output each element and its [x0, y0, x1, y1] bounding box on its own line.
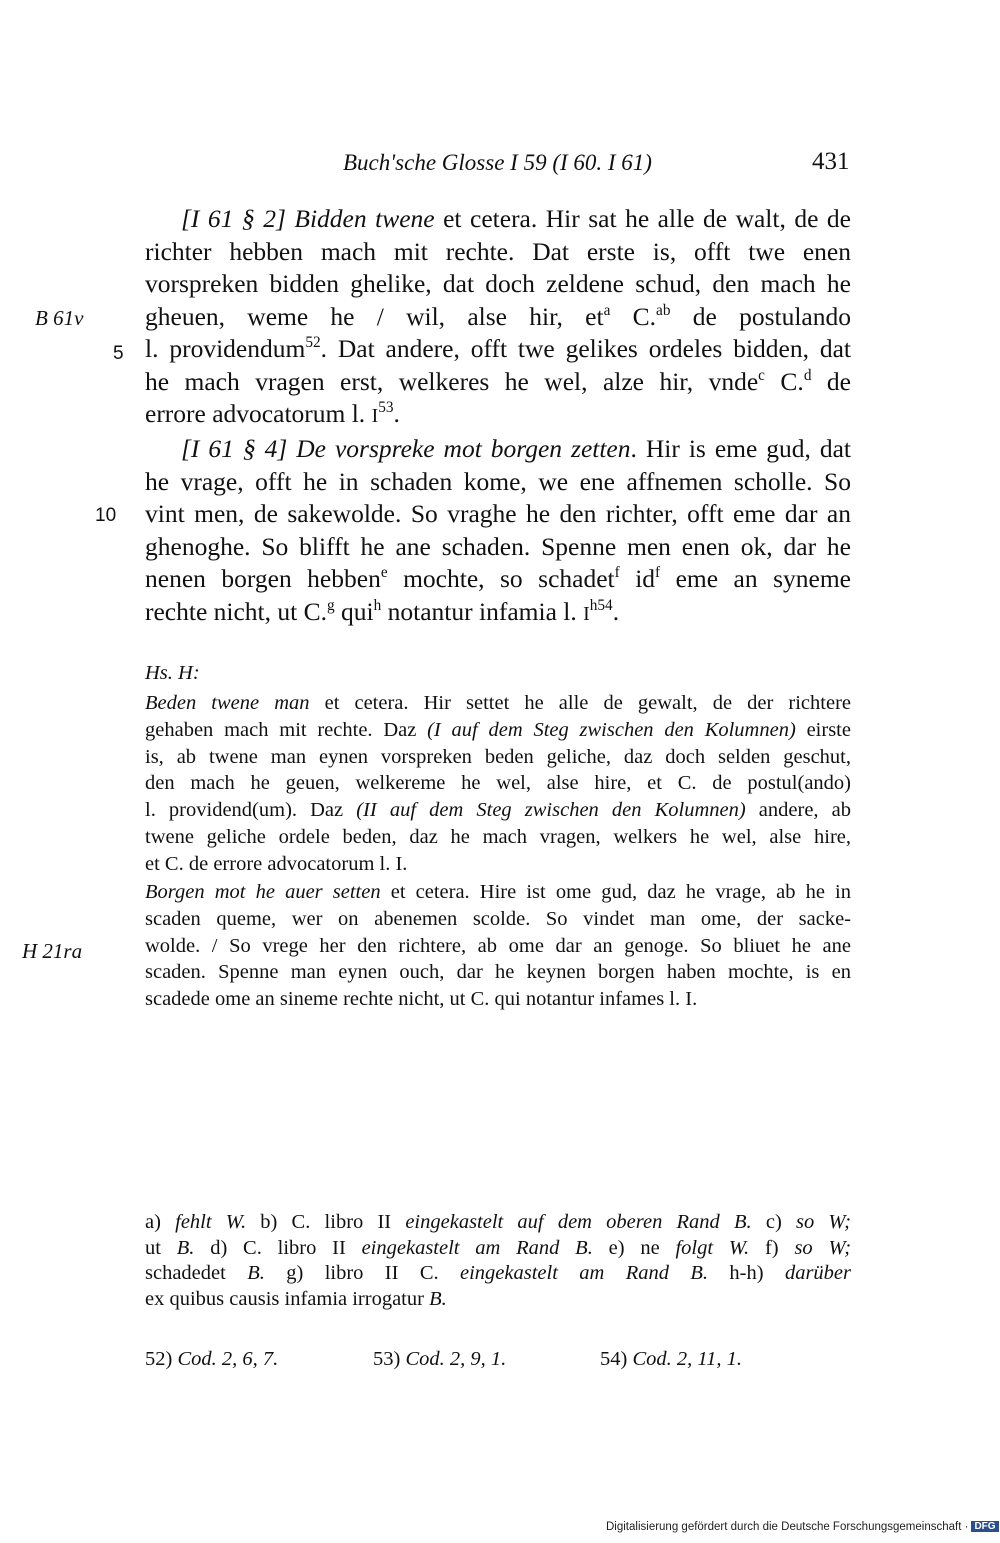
- note-h: [729, 1262, 851, 1284]
- note-f-cont: [145, 1262, 265, 1284]
- note-c-cont: [145, 1237, 194, 1259]
- text-span: notantur infamia l.: [381, 596, 584, 626]
- lemma: Borgen mot he auer setten: [145, 881, 381, 903]
- text-line: [145, 596, 851, 631]
- text-span: nenen borgen hebben: [145, 564, 381, 593]
- text-span: l. providendum: [145, 334, 306, 363]
- note-text: B.: [429, 1287, 447, 1310]
- text-line: et C. de errore advocatorum l. I.: [145, 852, 408, 875]
- text-line: [145, 563, 851, 596]
- reference-53: [373, 1348, 506, 1371]
- lemma: Beden twene man: [145, 692, 310, 714]
- note-label: f): [764, 1236, 795, 1259]
- text-span: . Hir is eme gud, dat: [630, 434, 852, 463]
- note-c: [766, 1211, 851, 1233]
- text-span: mochte, so schadet: [387, 564, 615, 593]
- critical-apparatus: [145, 1210, 851, 1312]
- footnote-marker: 52: [305, 334, 321, 352]
- text-span: C.: [764, 366, 804, 396]
- note-label: b) C. libro II: [260, 1211, 406, 1233]
- note-label: a): [145, 1211, 176, 1233]
- small-caps-numeral: I: [583, 602, 590, 625]
- footer-text: Digitalisierung gefördert durch die Deutsche Forschungsgemeinschaft ·: [606, 1521, 969, 1533]
- text-line: richter hebben mach mit rechte. Dat erste is, offt twe enen: [145, 236, 851, 266]
- text-line: scaden queme, wer on abenemen scolde. So vindet man ome, der sacke-: [145, 907, 851, 930]
- text-line: [145, 879, 851, 906]
- margin-siglum-h21ra: H 21ra: [22, 939, 83, 963]
- margin-siglum-b61v: B 61v: [35, 306, 84, 330]
- text-line: [145, 333, 851, 366]
- note-text: eingekastelt am Rand B.: [460, 1262, 709, 1284]
- text-span: C.: [610, 301, 657, 331]
- text-line: he vrage, offt he in schaden kome, we ene affnemen scholle. So: [145, 466, 851, 496]
- paragraph-ref: [I 61 § 2]: [181, 204, 286, 233]
- text-line: twene geliche ordele beden, daz he mach vragen, welkers he wel, alse hire,: [145, 825, 851, 848]
- footnote-marker: h54: [589, 596, 613, 614]
- text-span: et cetera. Hire ist ome gud, daz he vrage, ab he in: [380, 881, 851, 903]
- text-span: gheuen, weme he / wil, alse hir, et: [145, 301, 604, 331]
- note-marker: c: [758, 366, 765, 384]
- text-line: ghenoghe. So blifft he ane schaden. Spenne men enen ok, dar he: [145, 531, 851, 561]
- text-line: den mach he geuen, welkereme he wel, alse hire, et C. de postul(ando): [145, 772, 851, 795]
- text-line: scadede ome an sineme rechte nicht, ut C. qui notantur infames l. I.: [145, 988, 698, 1011]
- manuscript-paragraph-1: [145, 690, 851, 878]
- main-paragraph-2: [145, 433, 851, 630]
- text-span: andere, ab: [745, 799, 852, 822]
- text-span: de: [811, 366, 851, 396]
- note-marker: a: [603, 301, 611, 319]
- text-line: is, ab twene man eynen vorspreken beden geliche, daz doch selden geschut,: [145, 745, 851, 768]
- manuscript-paragraph-2: [145, 879, 851, 1013]
- apparatus-line: [145, 1287, 851, 1313]
- text-span: et cetera. Hir settet he alle de gewalt, de der richtere: [309, 692, 851, 714]
- reference-54: [600, 1348, 742, 1371]
- note-text: B.: [176, 1236, 195, 1259]
- reference-52: [145, 1348, 278, 1371]
- note-f: [765, 1237, 851, 1259]
- note-text: so W;: [795, 1211, 851, 1233]
- text-line: [145, 203, 851, 236]
- paragraph-ref: [I 61 § 4]: [181, 434, 288, 463]
- note-label: d) C. libro II: [210, 1236, 362, 1259]
- text-line: [145, 398, 851, 433]
- note-text: eingekastelt auf dem oberen Rand B.: [405, 1211, 752, 1233]
- text-line: scaden. Spenne man eynen ouch, dar he keynen borgen haben mochte, is en: [145, 961, 851, 984]
- note-text: folgt W.: [675, 1236, 750, 1259]
- note-g: [286, 1262, 708, 1284]
- reference-number: 53): [373, 1348, 406, 1370]
- text-line: [145, 690, 851, 717]
- note-text: so W;: [794, 1236, 852, 1259]
- note-marker: f: [655, 564, 661, 582]
- note-label: g) libro II C.: [286, 1262, 461, 1284]
- note-a: [145, 1211, 246, 1233]
- funding-footer: [606, 1521, 999, 1533]
- line-number-10: 10: [95, 505, 117, 526]
- text-line: vorspreken bidden ghelike, dat doch zeldene schud, den mach he: [145, 269, 851, 298]
- note-text: eingekastelt am Rand B.: [361, 1236, 593, 1259]
- text-span: he mach vragen erst, welkeres he wel, alze hir, vnde: [145, 366, 759, 396]
- text-span: .: [393, 399, 400, 428]
- reference-text: Cod. 2, 6, 7.: [177, 1348, 279, 1370]
- reference-number: 52): [145, 1348, 178, 1370]
- text-span: .: [612, 596, 620, 626]
- text-span: eme an syneme: [660, 564, 851, 593]
- text-line: [145, 797, 851, 824]
- running-head: Buch'sche Glosse I 59 (I 60. I 61): [343, 150, 652, 175]
- dfg-logo: DFG: [971, 1521, 998, 1532]
- apparatus-line: [145, 1261, 851, 1287]
- note-marker: g: [327, 596, 335, 614]
- main-paragraph-1: [145, 203, 851, 433]
- text-line: [145, 717, 851, 744]
- page-number: 431: [812, 148, 850, 175]
- text-line: [145, 301, 851, 334]
- note-marker: e: [380, 564, 388, 582]
- text-line: wolde. / So vrege her den richtere, ab ome dar an genoge. So bliuet he ane: [145, 934, 851, 957]
- note-marker: ab: [656, 301, 671, 319]
- editorial-note: (II auf dem Steg zwischen den Kolumnen): [356, 799, 746, 822]
- line-number-5: 5: [113, 343, 124, 364]
- note-label: schadedet: [145, 1262, 248, 1284]
- note-label: e) ne: [608, 1236, 676, 1259]
- text-span: qui: [334, 596, 374, 626]
- lemma: De vorspreke mot borgen zetten: [296, 434, 631, 463]
- text-span: . Dat andere, offt twe gelikes ordeles bidden, dat: [320, 334, 851, 363]
- text-span: gehaben mach mit rechte. Daz: [145, 718, 428, 741]
- note-text: ex quibus causis infamia irrogatur: [145, 1287, 430, 1310]
- apparatus-line: [145, 1236, 851, 1262]
- reference-text: Cod. 2, 11, 1.: [632, 1348, 742, 1370]
- note-marker: d: [803, 366, 812, 384]
- text-span: errore advocatorum l.: [145, 399, 372, 428]
- note-label: ut: [145, 1236, 177, 1259]
- manuscript-label: Hs. H:: [145, 662, 200, 684]
- text-line: [145, 366, 851, 399]
- note-marker: h: [373, 596, 382, 614]
- small-caps-numeral: I: [371, 405, 379, 427]
- text-line: [145, 433, 851, 466]
- note-e: [609, 1237, 750, 1259]
- editorial-note: (I auf dem Steg zwischen den Kolumnen): [427, 718, 796, 741]
- note-text: fehlt W.: [175, 1211, 247, 1233]
- note-text: darüber: [784, 1262, 852, 1284]
- apparatus-line: [145, 1210, 851, 1236]
- note-marker: f: [614, 564, 620, 582]
- text-span: id: [619, 564, 656, 593]
- note-b: [260, 1211, 751, 1233]
- reference-number: 54): [600, 1348, 633, 1370]
- lemma: Bidden twene: [294, 204, 435, 233]
- text-span: rechte nicht, ut C.: [145, 596, 327, 626]
- text-span: de postulando: [670, 301, 851, 331]
- text-line: vint men, de sakewolde. So vraghe he den richter, offt eme dar an: [145, 499, 851, 528]
- reference-text: Cod. 2, 9, 1.: [405, 1348, 507, 1370]
- note-label: h-h): [729, 1262, 785, 1284]
- footnote-marker: 53: [378, 399, 394, 417]
- note-text: B.: [247, 1262, 265, 1284]
- note-label: c): [765, 1211, 796, 1233]
- text-span: et cetera. Hir sat he alle de walt, de de: [434, 204, 851, 233]
- note-d: [210, 1237, 593, 1259]
- text-span: l. providend(um). Daz: [145, 799, 357, 822]
- text-span: eirste: [795, 718, 851, 741]
